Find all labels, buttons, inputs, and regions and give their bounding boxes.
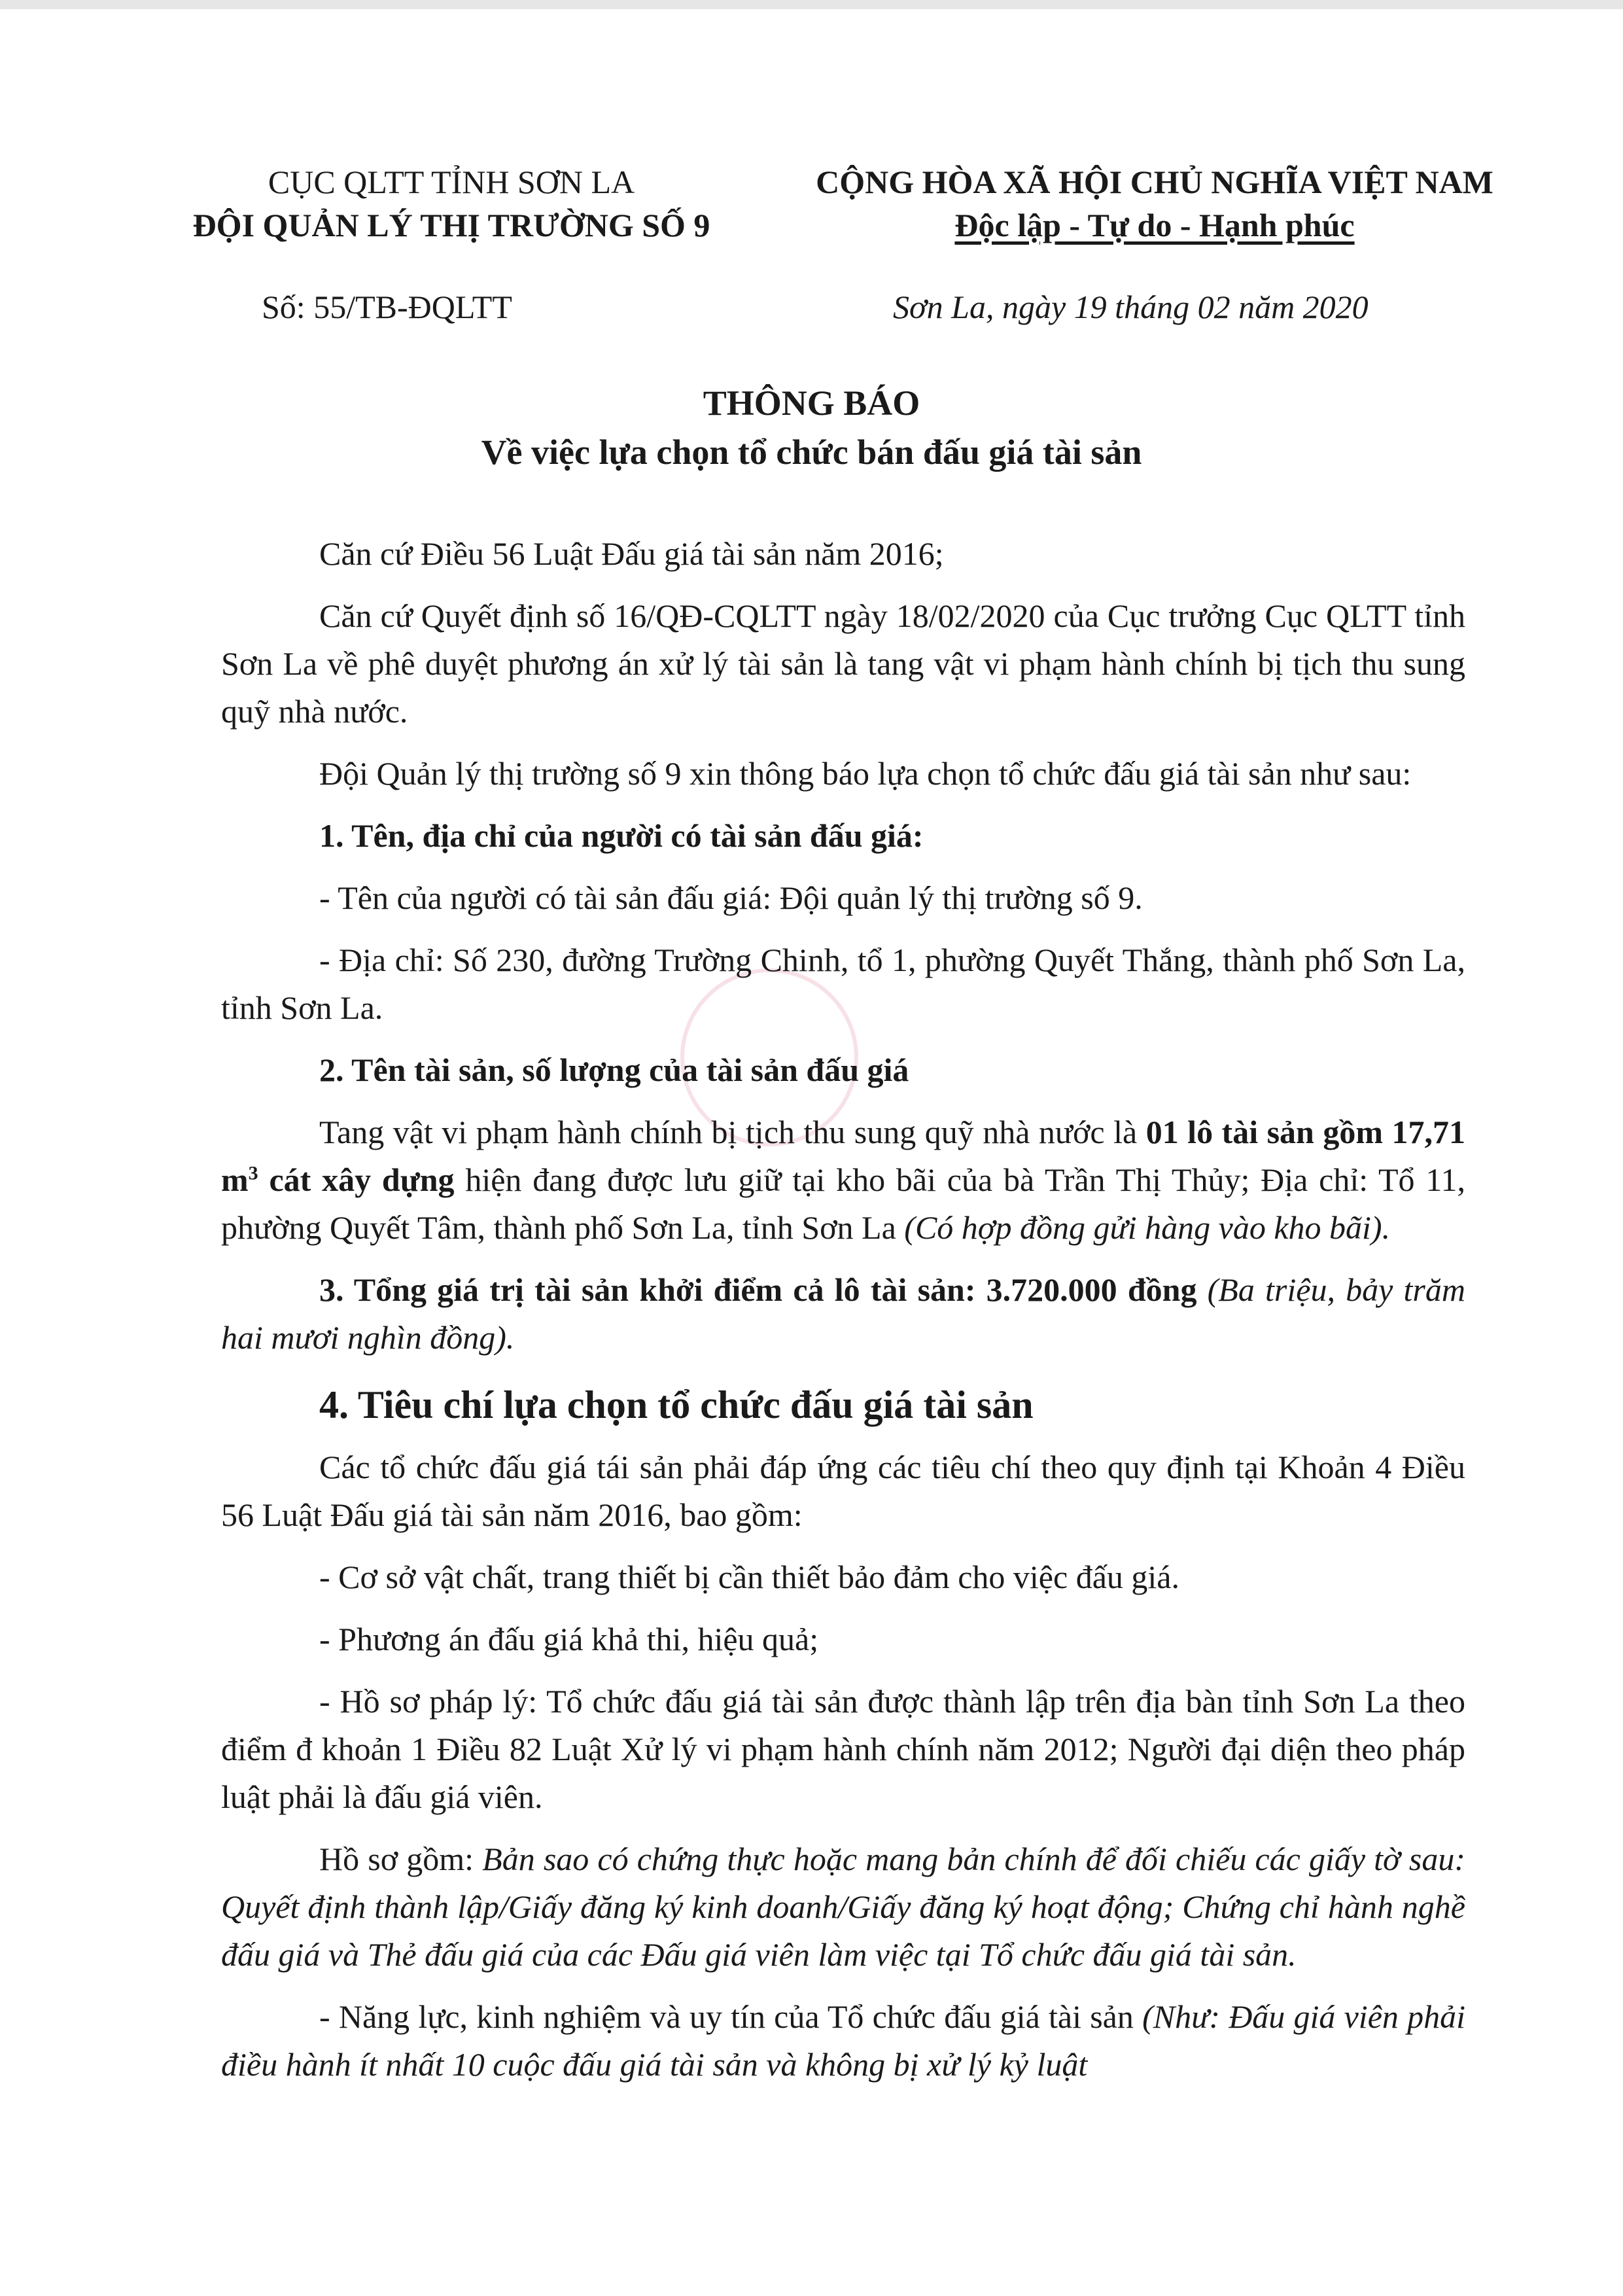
criteria-intro: Các tổ chức đấu giá tái sản phải đáp ứng các tiêu chí theo quy định tại Khoản 4 Điều 56 Luật Đấu giá tài sản năm 2016, bao gồm: [221, 1449, 1465, 1533]
criterion-plan: - Phương án đấu giá khả thi, hiệu quả; [319, 1621, 819, 1657]
intro-paragraph: Đội Quản lý thị trường số 9 xin thông báo lựa chọn tổ chức đấu giá tài sản như sau: [319, 755, 1412, 792]
asset-text-a: Tang vật vi phạm hành chính bị tịch thu sung quỹ nhà nước là [319, 1114, 1146, 1150]
section-4-heading: 4. Tiêu chí lựa chọn tổ chức đấu giá tài sản [319, 1383, 1034, 1426]
section-1-heading: 1. Tên, địa chỉ của người có tài sản đấu giá: [319, 817, 924, 854]
starting-value-words: (Ba triệu, bảy trăm hai mươi nghìn đồng). [221, 1271, 1465, 1356]
asset-lot: 01 lô tài sản gồm 17,71 m [221, 1114, 1465, 1198]
docs-list: Bản sao có chứng thực hoặc mang bản chính để đối chiếu các giấy tờ sau: Quyết định thành lập/Giấy đăng ký kinh doanh/Giấy đăng ký hoạt động; Chứng chỉ hành nghề đấu giá và Thẻ đấu giá của các Đấu giá viên làm việc tại Tổ chức đấu giá tài sản. [221, 1841, 1465, 1973]
asset-contract-note: (Có hợp đồng gửi hàng vào kho bãi). [904, 1209, 1391, 1246]
motto: Độc lập - Tự do - Hạnh phúc [954, 207, 1355, 243]
country-name: CỘNG HÒA XÃ HỘI CHỦ NGHĨA VIỆT NAM [816, 164, 1493, 200]
starting-value: 3. Tổng giá trị tài sản khởi điểm cả lô tài sản: 3.720.000 đồng [319, 1271, 1197, 1308]
document-subtitle: Về việc lựa chọn tổ chức bán đấu giá tài sản [481, 433, 1142, 472]
scan-edge [0, 0, 1623, 9]
legal-basis-1: Căn cứ Điều 56 Luật Đấu giá tài sản năm 2016; [319, 535, 944, 572]
criterion-legal: - Hồ sơ pháp lý: Tổ chức đấu giá tài sản được thành lập trên địa bàn tỉnh Sơn La theo điểm đ khoản 1 Điều 82 Luật Xử lý vi phạm hành chính năm 2012; Người đại diện theo pháp luật phải là đấu giá viên. [221, 1683, 1465, 1815]
national-motto [769, 160, 1541, 247]
asset-material: cát xây dựng [258, 1161, 455, 1198]
experience-note: (Như: Đấu giá viên phải điều hành ít nhất 10 cuộc đấu giá tài sản và không bị xử lý kỷ luật [221, 1998, 1465, 2083]
docs-label: Hồ sơ gồm: [319, 1841, 483, 1877]
agency-line-1: CỤC QLTT TỈNH SƠN LA [268, 164, 635, 200]
asset-unit-sup: 3 [248, 1162, 258, 1184]
criterion-facilities: - Cơ sở vật chất, trang thiết bị cần thiết bảo đảm cho việc đấu giá. [319, 1559, 1179, 1595]
owner-name: - Tên của người có tài sản đấu giá: Đội quản lý thị trường số 9. [319, 879, 1143, 916]
document-body [221, 530, 1465, 2103]
document-number: Số: 55/TB-ĐQLTT [262, 289, 512, 325]
document-title: THÔNG BÁO [703, 383, 920, 423]
agency-line-2: ĐỘI QUẢN LÝ THỊ TRƯỜNG SỐ 9 [192, 207, 710, 243]
asset-description [221, 1108, 1465, 1252]
asset-storage: hiện đang được lưu giữ tại kho bãi của bà Trần Thị Thủy; Địa chỉ: Tổ 11, phường Quyết Tâm, thành phố Sơn La, tỉnh Sơn La [221, 1161, 1465, 1246]
criterion-experience [221, 1993, 1465, 2089]
legal-basis-2: Căn cứ Quyết định số 16/QĐ-CQLTT ngày 18/02/2020 của Cục trưởng Cục QLTT tỉnh Sơn La về phê duyệt phương án xử lý tài sản là tang vật vi phạm hành chính bị tịch thu sung quỹ nhà nước. [221, 597, 1465, 730]
section-3 [221, 1266, 1465, 1362]
place-date: Sơn La, ngày 19 tháng 02 năm 2020 [893, 289, 1369, 325]
section-2-heading: 2. Tên tài sản, số lượng của tài sản đấu giá [319, 1051, 909, 1088]
experience-text: - Năng lực, kinh nghiệm và uy tín của Tổ chức đấu giá tài sản [319, 1998, 1143, 2035]
owner-address: - Địa chỉ: Số 230, đường Trường Chinh, tổ 1, phường Quyết Thắng, thành phố Sơn La, tỉnh Sơn La. [221, 942, 1465, 1026]
issuing-agency [150, 160, 752, 247]
required-documents [221, 1835, 1465, 1979]
